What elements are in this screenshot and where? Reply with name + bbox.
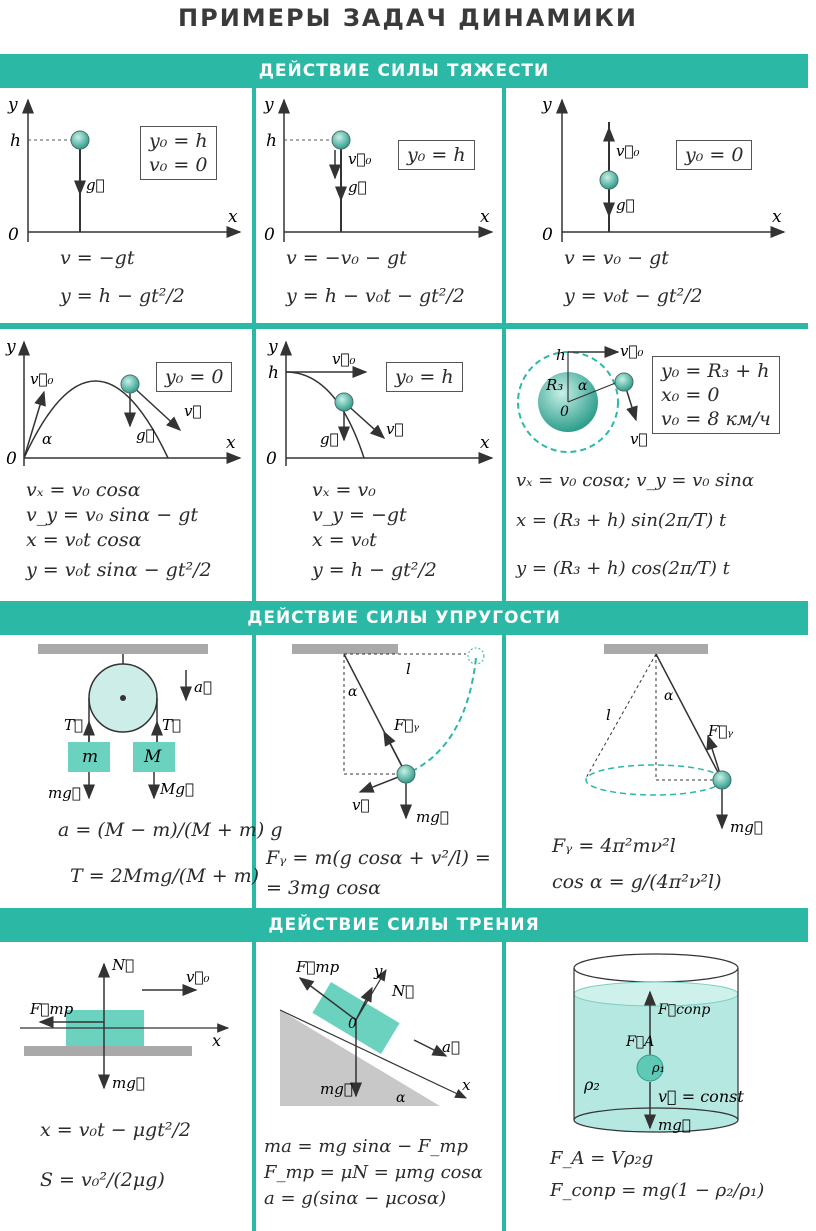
label-0: y₀ = h bbox=[407, 144, 466, 166]
origin-label: 0 bbox=[8, 225, 19, 245]
label-rho2: ρ₂ bbox=[584, 1075, 600, 1094]
formula: y = h − gt²/2 bbox=[312, 559, 437, 581]
formula: vₓ = v₀ cosα; v_y = v₀ sinα bbox=[516, 470, 754, 491]
h-label: h bbox=[10, 131, 21, 151]
label-x: x bbox=[226, 433, 236, 453]
label-0: y₀ = h bbox=[149, 130, 208, 152]
label-v0: v⃗₀ bbox=[616, 142, 640, 160]
formula: x = v₀t bbox=[312, 529, 377, 551]
formula: y = h − v₀t − gt²/2 bbox=[286, 285, 465, 307]
label-1: x₀ = 0 bbox=[661, 384, 720, 406]
pulley-diagram bbox=[0, 638, 250, 808]
formula: y = h − gt²/2 bbox=[60, 285, 185, 307]
formula: v = −gt bbox=[60, 247, 135, 269]
label-h: h bbox=[268, 363, 279, 383]
formula: T = 2Mmg/(M + m) bbox=[70, 865, 260, 887]
label-v: v⃗ bbox=[184, 402, 202, 420]
label-v0: v⃗₀ bbox=[332, 350, 356, 368]
label-mg: mg⃗ bbox=[320, 1080, 353, 1098]
formula: y = v₀t sinα − gt²/2 bbox=[26, 559, 212, 581]
label-g: g⃗ bbox=[136, 426, 155, 444]
label-y: y bbox=[374, 962, 383, 980]
formula: Fᵧ = 4π²mν²l bbox=[552, 835, 676, 857]
label-a: a⃗ bbox=[194, 678, 212, 696]
g-vector-label: g⃗ bbox=[86, 176, 105, 194]
label-alpha: α bbox=[664, 688, 674, 704]
label-l: l bbox=[606, 706, 611, 724]
label-Ftr: F⃗тр bbox=[296, 958, 340, 976]
initial-conditions-box bbox=[398, 140, 475, 170]
label-h: h bbox=[266, 131, 277, 151]
label-v: v⃗ bbox=[352, 796, 370, 814]
label-2: v₀ = 8 км/ч bbox=[661, 408, 771, 430]
formula: a = (M − m)/(M + m) g bbox=[58, 819, 283, 841]
label-N: N⃗ bbox=[112, 956, 135, 974]
section-friction-header: ДЕЙСТВИЕ СИЛЫ ТРЕНИЯ bbox=[0, 908, 808, 942]
orbit-diagram bbox=[506, 334, 656, 464]
v0-vector-label: v⃗₀ bbox=[348, 150, 372, 168]
label-mg: mg⃗ bbox=[112, 1074, 145, 1092]
x-axis-label: x bbox=[228, 207, 238, 227]
label-alpha: α bbox=[348, 684, 358, 700]
label-l: l bbox=[406, 660, 411, 678]
label-FA: F⃗A bbox=[626, 1034, 655, 1050]
label-zero: 0 bbox=[542, 225, 553, 245]
conical-pendulum-diagram bbox=[506, 638, 806, 838]
formula: y = (R₃ + h) cos(2π/T) t bbox=[516, 558, 730, 579]
formula: v = −v₀ − gt bbox=[286, 247, 407, 269]
label-0: y₀ = h bbox=[395, 366, 454, 388]
formula: v_y = v₀ sinα − gt bbox=[26, 504, 199, 526]
label-y: y bbox=[264, 95, 274, 115]
label-x: x bbox=[480, 207, 490, 227]
label-mg: mg⃗ bbox=[48, 784, 81, 802]
label-alpha: α bbox=[396, 1090, 406, 1106]
pendulum-diagram bbox=[256, 638, 502, 838]
label-Fy: F⃗ᵧ bbox=[394, 716, 420, 734]
label-0: y₀ = R₃ + h bbox=[661, 360, 770, 382]
y-axis-label: y bbox=[8, 95, 18, 115]
projectile-angle-diagram bbox=[0, 334, 250, 469]
formula: y = v₀t − gt²/2 bbox=[564, 285, 703, 307]
formula: = 3mg cosα bbox=[266, 877, 381, 899]
formula: x = v₀t cosα bbox=[26, 529, 142, 551]
block-friction-diagram bbox=[0, 948, 250, 1098]
label-N: N⃗ bbox=[392, 982, 415, 1000]
label-mg: mg⃗ bbox=[416, 808, 449, 826]
initial-conditions-box bbox=[652, 356, 780, 434]
label-mg: mg⃗ bbox=[730, 818, 763, 836]
label-T: T⃗ bbox=[162, 716, 182, 734]
label-v0: v⃗₀ bbox=[620, 342, 644, 360]
incline-diagram bbox=[256, 948, 502, 1118]
formula: x = v₀t − μgt²/2 bbox=[40, 1119, 191, 1141]
label-rho1: ρ₁ bbox=[652, 1061, 665, 1076]
mass-M-label: M bbox=[144, 747, 162, 767]
label-1: v₀ = 0 bbox=[149, 154, 208, 176]
label-g: g⃗ bbox=[616, 196, 635, 214]
formula: vₓ = v₀ bbox=[312, 479, 376, 501]
label-T: T⃗ bbox=[64, 716, 84, 734]
label-const: v⃗ = const bbox=[658, 1087, 744, 1106]
label-alpha: α bbox=[42, 430, 53, 448]
label-y: y bbox=[268, 337, 278, 357]
formula: a = g(sinα − μcosα) bbox=[264, 1188, 447, 1209]
formula: S = v₀²/(2μg) bbox=[40, 1169, 165, 1191]
fluid-cylinder-diagram bbox=[506, 948, 806, 1138]
initial-conditions-box bbox=[386, 362, 463, 392]
section-gravity-header: ДЕЙСТВИЕ СИЛЫ ТЯЖЕСТИ bbox=[0, 54, 808, 88]
horizontal-throw-diagram bbox=[256, 334, 502, 469]
formula: cos α = g/(4π²ν²l) bbox=[552, 871, 722, 893]
initial-conditions-box bbox=[156, 362, 232, 392]
label-a: a⃗ bbox=[442, 1038, 460, 1056]
formula: v_y = −gt bbox=[312, 504, 407, 526]
formula: x = (R₃ + h) sin(2π/T) t bbox=[516, 510, 727, 531]
g-vector-label: g⃗ bbox=[348, 178, 367, 196]
thrown-up-diagram bbox=[506, 92, 806, 252]
mass-m-label: m bbox=[82, 747, 99, 767]
label-alpha: α bbox=[578, 378, 588, 394]
formula: F_сопр = mg(1 − ρ₂/ρ₁) bbox=[550, 1180, 765, 1201]
label-v0: v⃗₀ bbox=[30, 370, 54, 388]
label-v: v⃗ bbox=[630, 430, 648, 448]
label-zero: 0 bbox=[266, 449, 277, 469]
label-g: g⃗ bbox=[320, 430, 339, 448]
page-title: ПРИМЕРЫ ЗАДАЧ ДИНАМИКИ bbox=[178, 4, 638, 32]
formula: ma = mg sinα − F_тр bbox=[264, 1136, 468, 1157]
formula: vₓ = v₀ cosα bbox=[26, 479, 141, 501]
label-v0: v⃗₀ bbox=[186, 968, 210, 986]
label-0: y₀ = 0 bbox=[165, 366, 224, 388]
section-elastic-header: ДЕЙСТВИЕ СИЛЫ УПРУГОСТИ bbox=[0, 601, 808, 635]
formula: v = v₀ − gt bbox=[564, 247, 669, 269]
label-v: v⃗ bbox=[386, 420, 404, 438]
label-Ftr: F⃗тр bbox=[30, 1000, 74, 1018]
label-y: y bbox=[6, 337, 16, 357]
label-mg: mg⃗ bbox=[658, 1116, 691, 1134]
label-x: x bbox=[462, 1076, 471, 1094]
formula: Fᵧ = m(g cosα + v²/l) = bbox=[266, 847, 491, 869]
initial-conditions-box bbox=[140, 126, 217, 180]
label-h: h bbox=[556, 346, 566, 364]
label-zero: 0 bbox=[560, 404, 569, 420]
thrown-down-diagram bbox=[256, 92, 502, 252]
label-y: y bbox=[542, 95, 552, 115]
label-x: x bbox=[480, 433, 490, 453]
label-Fy: F⃗ᵧ bbox=[708, 722, 734, 740]
label-0: y₀ = 0 bbox=[685, 144, 744, 166]
label-zero: 0 bbox=[6, 449, 17, 469]
label-zero: 0 bbox=[264, 225, 275, 245]
label-R3: R₃ bbox=[546, 376, 564, 394]
label-Mg: Mg⃗ bbox=[160, 780, 194, 798]
row-divider bbox=[0, 323, 808, 329]
initial-conditions-box bbox=[676, 140, 752, 170]
label-x: x bbox=[772, 207, 782, 227]
formula: F_тр = μN = μmg cosα bbox=[264, 1162, 483, 1183]
formula: F_A = Vρ₂g bbox=[550, 1148, 654, 1169]
label-Fsopr: F⃗сопр bbox=[658, 1002, 711, 1018]
label-x: x bbox=[212, 1031, 222, 1050]
label-zero: 0 bbox=[348, 1016, 357, 1032]
